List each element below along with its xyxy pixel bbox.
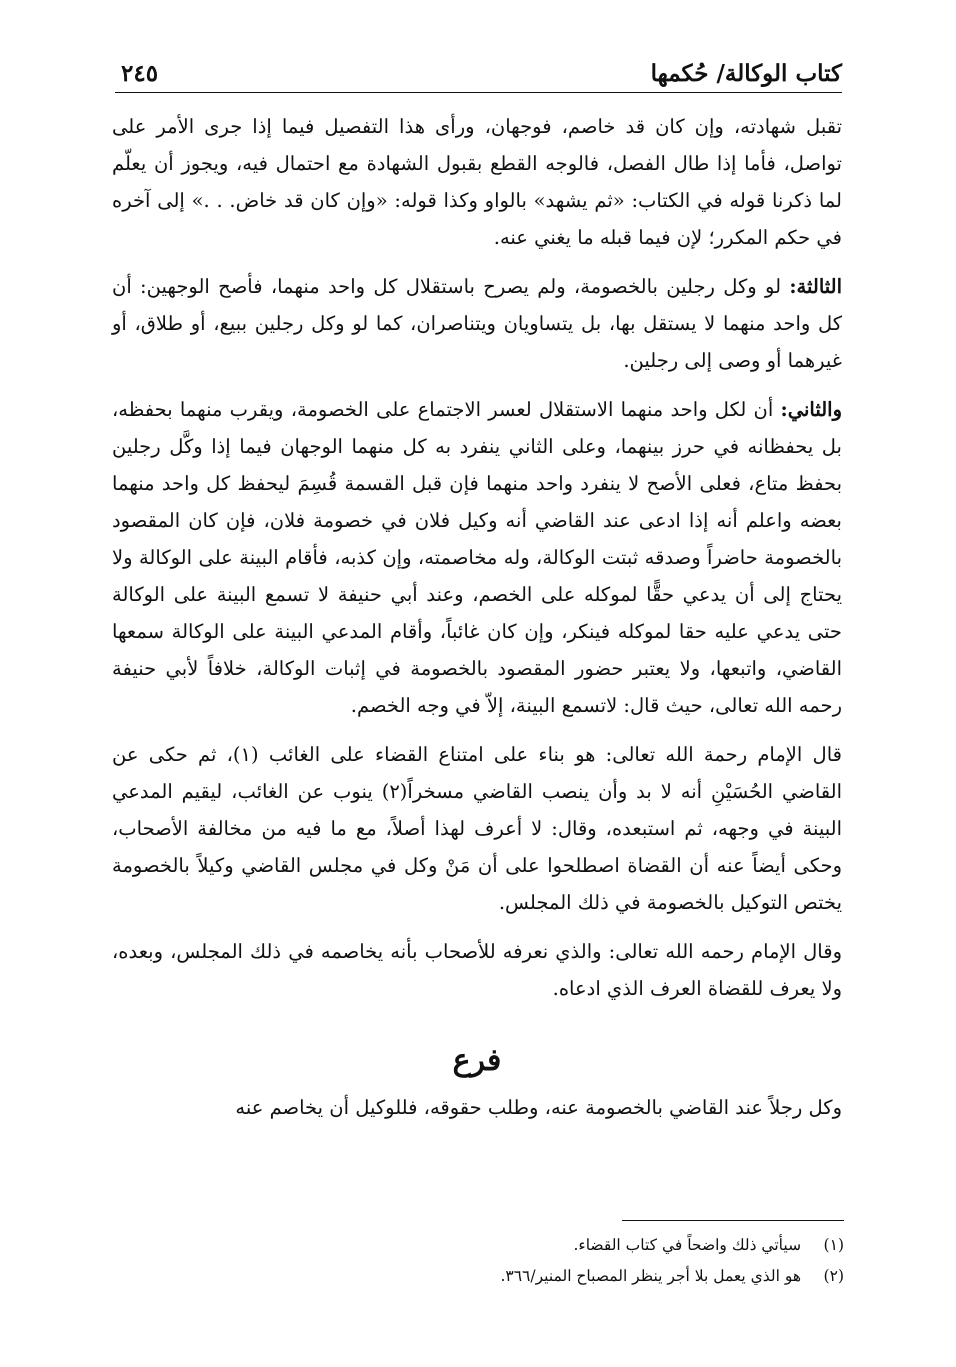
paragraph-2 bbox=[112, 268, 842, 379]
footnotes bbox=[244, 1230, 844, 1292]
section-paragraph bbox=[112, 1089, 842, 1126]
section-heading: فرع bbox=[452, 1043, 502, 1078]
running-header bbox=[115, 52, 842, 93]
paragraph-1 bbox=[112, 108, 842, 256]
footnote-2-text: هو الذي يعمل بلا أجر ينظر المصباح المنير/٣٦٦. bbox=[500, 1267, 802, 1285]
page-number: ٢٤٥ bbox=[121, 60, 159, 87]
paragraph-4-text: قال الإمام رحمة الله تعالى: هو بناء على امتناع القضاء على الغائب (١)، ثم حكى عن القاضي الحُسَيْنِ أنه لا بد وأن ينصب القاضي مسخراً(٢) ينوب عن الغائب، ليقيم المدعي البينة في وجهه، ثم استبعده، وقال: لا أعرف لهذا أصلاً، مع ما فيه من مخالفة الأصحاب، وحكى أيضاً عنه أن القضاة اصطلحوا على أن مَنْ وكل في مجلس القاضي وكيلاً بالخصومة يختص التوكيل بالخصومة في ذلك المجلس. bbox=[112, 743, 842, 914]
footnote-1 bbox=[244, 1230, 844, 1261]
footnote-2-number: (٢) bbox=[823, 1267, 844, 1285]
section-paragraph-text: وكل رجلاً عند القاضي بالخصومة عنه، وطلب حقوقه، فللوكيل أن يخاصم عنه bbox=[235, 1096, 842, 1119]
paragraph-3-lead: والثاني: bbox=[780, 398, 843, 421]
footnote-separator bbox=[622, 1220, 844, 1221]
paragraph-3 bbox=[112, 391, 842, 724]
footnote-1-number: (١) bbox=[823, 1236, 844, 1254]
footnote-1-text: سيأتي ذلك واضحاً في كتاب القضاء. bbox=[573, 1236, 802, 1254]
paragraph-4 bbox=[112, 736, 842, 921]
paragraph-3-text: أن لكل واحد منهما الاستقلال لعسر الاجتماع على الخصومة، ويقرب منهما بحفظه، بل يحفظانه في حرز بينهما، وعلى الثاني ينفرد به كل منهما الوجهان فيما إذا وكَّل رجلين بحفظ متاع، فعلى الأصح لا ينفرد واحد منهما فإن قبل القسمة قُسِمَ ليحفظ كل واحد منهما بعضه واعلم أنه إذا ادعى عند القاضي أنه وكيل فلان في خصومة فلان، فإن كان المقصود بالخصومة حاضراً وصدقه ثبتت الوكالة، وله مخاصمته، وإن كذبه، فأقام البينة على الوكالة ولا يحتاج إلى أن يدعي حقًّا لموكله على الخصم، وعند أبي حنيفة لا تسمع البينة على الوكالة حتى يدعي عليه حقا لموكله فينكر، وإن كان غائباً، وأقام المدعي البينة على الوكالة سمعها القاضي، واتبعها، ولا يعتبر حضور المقصود بالخصومة في إثبات الوكالة، خلافاً لأبي حنيفة رحمه الله تعالى، حيث قال: لاتسمع البينة، إلاّ في وجه الخصم. bbox=[112, 398, 842, 717]
paragraph-5 bbox=[112, 933, 842, 1007]
paragraph-5-text: وقال الإمام رحمه الله تعالى: والذي نعرفه للأصحاب بأنه يخاصمه في ذلك المجلس، وبعده، ولا يعرف للقضاة العرف الذي ادعاه. bbox=[112, 940, 842, 1000]
chapter-title: كتاب الوكالة/ حُكمها bbox=[650, 60, 842, 87]
body-text bbox=[112, 108, 842, 1138]
paragraph-2-text: لو وكل رجلين بالخصومة، ولم يصرح باستقلال كل واحد منهما، فأصح الوجهين: أن كل واحد منهما لا يستقل بها، بل يتساويان ويتناصران، كما لو وكل رجلين ببيع، أو طلاق، أو غيرهما أو وصى إلى رجلين. bbox=[112, 275, 842, 372]
footnote-2 bbox=[244, 1261, 844, 1292]
paragraph-1-text: تقبل شهادته، وإن كان قد خاصم، فوجهان، ورأى هذا التفصيل فيما إذا جرى الأمر على تواصل، فأما إذا طال الفصل، فالوجه القطع بقبول الشهادة مع احتمال فيه، ويجوز أن يعلّم لما ذكرنا قوله في الكتاب: «ثم يشهد» بالواو وكذا قوله: «وإن كان قد خاض. . .» إلى آخره في حكم المكرر؛ لإن فيما قبله ما يغني عنه. bbox=[112, 115, 842, 249]
paragraph-2-lead: الثالثة: bbox=[789, 275, 843, 298]
